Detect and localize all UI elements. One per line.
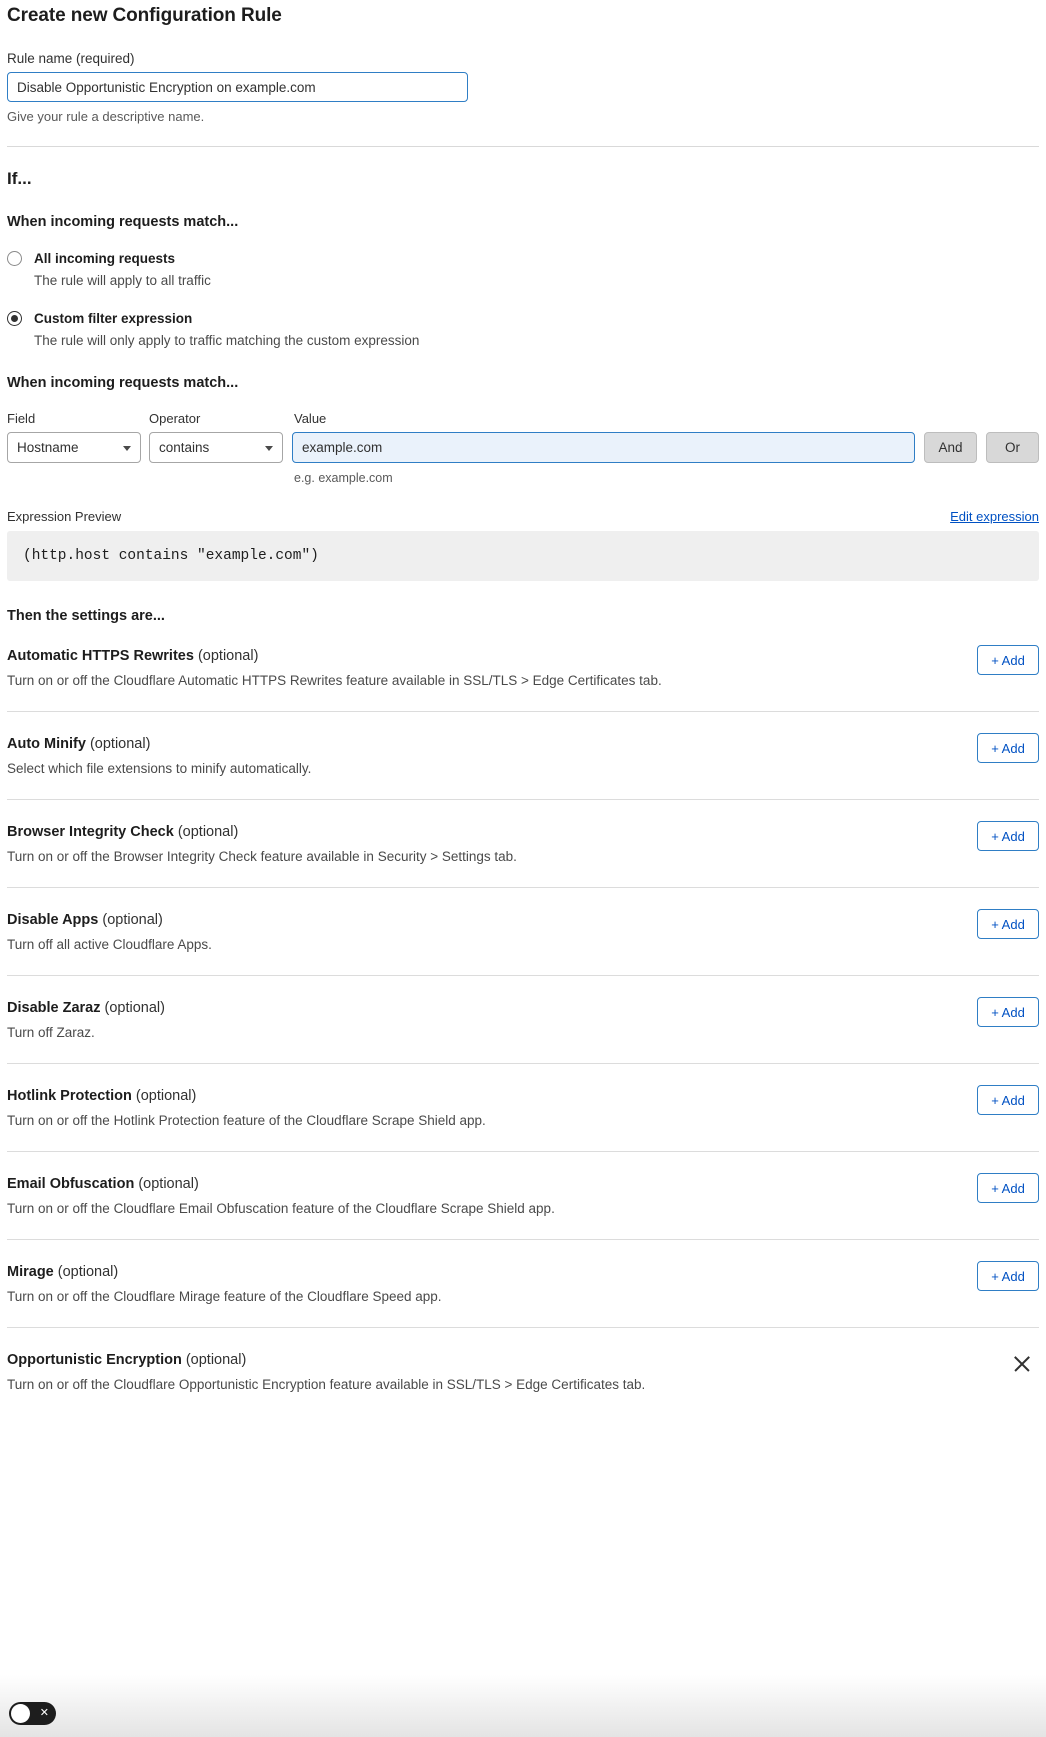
setting-row: [7, 712, 1039, 800]
setting-row: [7, 1064, 1039, 1152]
match-label: When incoming requests match...: [7, 214, 239, 230]
setting-optional: (optional): [197, 648, 259, 665]
operator-column-label: Operator: [149, 411, 201, 427]
setting-row: [7, 1152, 1039, 1240]
field-select[interactable]: [7, 432, 141, 463]
field-column-label: Field: [7, 411, 36, 427]
add-setting-button[interactable]: + Add: [977, 997, 1039, 1027]
setting-description: Turn on or off the Cloudflare Automatic HTTPS Rewrites feature available in SSL/TLS > Edge Certificates tab.: [7, 673, 662, 689]
setting-name: Mirage: [7, 1264, 54, 1281]
setting-name: Browser Integrity Check: [7, 824, 174, 841]
setting-title: [7, 1264, 442, 1280]
setting-title: [7, 736, 311, 752]
add-setting-button[interactable]: + Add: [977, 1085, 1039, 1115]
setting-name: Opportunistic Encryption: [7, 1352, 182, 1369]
setting-optional: (optional): [102, 912, 163, 929]
expression-preview-box: (http.host contains "example.com"): [7, 531, 1039, 581]
value-hint: e.g. example.com: [294, 471, 393, 486]
setting-title: [7, 1176, 555, 1192]
setting-row: [7, 1240, 1039, 1328]
radio-desc-custom-filter: The rule will only apply to traffic matching the custom expression: [34, 332, 420, 348]
setting-name: Automatic HTTPS Rewrites: [7, 648, 194, 665]
setting-description: Turn on or off the Hotlink Protection feature of the Cloudflare Scrape Shield app.: [7, 1113, 486, 1129]
setting-optional: (optional): [177, 824, 239, 841]
expression-preview-label: Expression Preview: [7, 509, 122, 525]
setting-optional: (optional): [138, 1176, 199, 1193]
and-button[interactable]: And: [924, 432, 977, 463]
setting-title: [7, 824, 517, 840]
setting-title: [7, 1000, 165, 1016]
radio-label-custom-filter: Custom filter expression: [34, 311, 193, 327]
setting-row: [7, 800, 1039, 888]
expression-builder: [7, 411, 1039, 485]
radio-option-all-requests[interactable]: [7, 249, 1039, 290]
setting-title: [7, 1088, 486, 1104]
setting-optional: (optional): [185, 1352, 247, 1369]
setting-row-opportunistic-encryption: [7, 1328, 1039, 1415]
page-title: Create new Configuration Rule: [7, 5, 282, 26]
operator-select-value: contains: [159, 440, 210, 456]
setting-title: [7, 1352, 645, 1368]
rule-name-label: Rule name (required): [7, 51, 135, 66]
setting-name: Disable Apps: [7, 912, 99, 929]
value-input[interactable]: [292, 432, 915, 463]
add-setting-button[interactable]: + Add: [977, 821, 1039, 851]
then-section-title: Then the settings are...: [7, 608, 165, 625]
rule-name-hint: Give your rule a descriptive name.: [7, 109, 205, 124]
setting-optional: (optional): [104, 1000, 165, 1017]
add-setting-button[interactable]: + Add: [977, 645, 1039, 675]
close-icon[interactable]: [1011, 1353, 1033, 1375]
setting-description: Turn on or off the Browser Integrity Check feature available in Security > Settings tab.: [7, 849, 517, 865]
setting-description: Select which file extensions to minify automatically.: [7, 761, 312, 777]
toggle-knob: [11, 1704, 30, 1723]
radio-label-all-requests: All incoming requests: [34, 251, 176, 266]
setting-row: [7, 624, 1039, 712]
setting-description: Turn on or off the Cloudflare Mirage feature of the Cloudflare Speed app.: [7, 1289, 442, 1305]
setting-name: Hotlink Protection: [7, 1088, 132, 1105]
setting-description: Turn off Zaraz.: [7, 1025, 95, 1041]
radio-icon-all-requests[interactable]: [7, 251, 22, 266]
radio-option-custom-filter[interactable]: [7, 309, 1039, 350]
setting-description: Turn off all active Cloudflare Apps.: [7, 937, 212, 953]
setting-description: Turn on or off the Cloudflare Email Obfuscation feature of the Cloudflare Scrape Shield app.: [7, 1201, 555, 1217]
settings-list: [7, 624, 1039, 1415]
builder-title: When incoming requests match...: [7, 375, 239, 392]
setting-title: [7, 648, 662, 664]
chevron-down-icon: [265, 446, 273, 451]
if-section-title: If...: [7, 169, 32, 188]
radio-icon-custom-filter[interactable]: [7, 311, 22, 326]
value-column-label: Value: [294, 411, 327, 427]
rule-name-input[interactable]: [7, 72, 468, 102]
add-setting-button[interactable]: + Add: [977, 1261, 1039, 1291]
add-setting-button[interactable]: + Add: [977, 733, 1039, 763]
setting-name: Disable Zaraz: [7, 1000, 101, 1017]
setting-title: [7, 912, 212, 928]
operator-select[interactable]: [149, 432, 283, 463]
add-setting-button[interactable]: + Add: [977, 909, 1039, 939]
divider: [7, 146, 1039, 147]
chevron-down-icon: [123, 446, 131, 451]
setting-description: Turn on or off the Cloudflare Opportunistic Encryption feature available in SSL/TLS > Edge Certificates tab.: [7, 1377, 646, 1393]
setting-row: [7, 976, 1039, 1064]
add-setting-button[interactable]: + Add: [977, 1173, 1039, 1203]
setting-optional: (optional): [57, 1264, 119, 1281]
setting-name: Email Obfuscation: [7, 1176, 135, 1193]
setting-row: [7, 888, 1039, 976]
toggle-off-icon: ✕: [39, 1707, 49, 1719]
opportunistic-encryption-toggle[interactable]: [9, 1702, 56, 1725]
bottom-toggle-bar: [0, 1675, 1046, 1737]
setting-optional: (optional): [89, 736, 151, 753]
setting-optional: (optional): [135, 1088, 197, 1105]
edit-expression-link[interactable]: Edit expression: [950, 509, 1039, 525]
setting-name: Auto Minify: [7, 736, 86, 753]
field-select-value: Hostname: [17, 440, 79, 456]
or-button[interactable]: Or: [986, 432, 1039, 463]
radio-desc-all-requests: The rule will apply to all traffic: [34, 272, 211, 288]
